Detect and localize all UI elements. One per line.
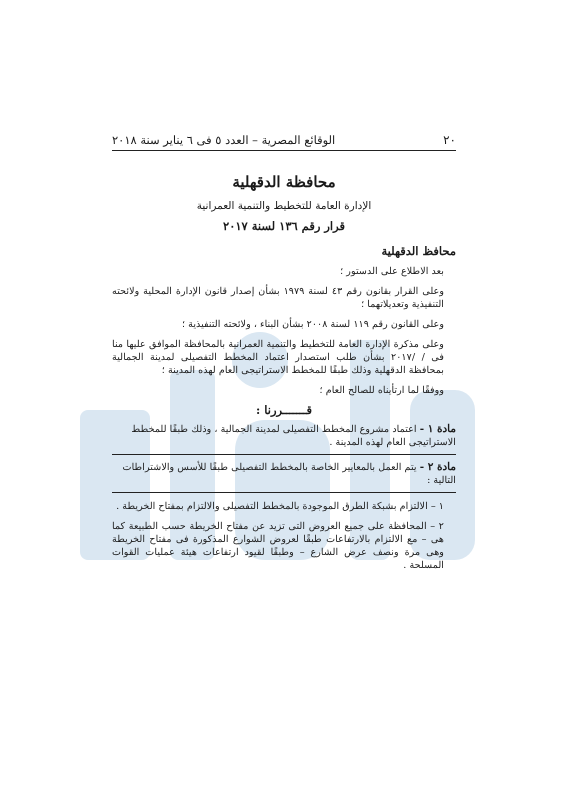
- gazette-issue: الوقائع المصرية – العدد ٥ فى ٦ يناير سنة ٢٠١٨: [112, 133, 336, 147]
- article-1: [112, 423, 456, 449]
- preamble-paragraph: وعلى القرار بقانون رقم ٤٣ لسنة ١٩٧٩ بشأن إصدار قانون الإدارة المحلية ولائحته التنفيذية وتعديلاتهما ؛: [112, 286, 445, 310]
- article-label: مادة ٢ -: [419, 461, 456, 473]
- preamble-paragraph: وعلى مذكرة الإدارة العامة للتخطيط والتنمية العمرانية بالمحافظة الموافق عليها منا فى / /٢٠١٧ بشأن طلب استصدار اعتماد المخطط التفصيلى لمدينة الجمالية بمحافظة الدقهلية وذلك طبقًا للمخطط الاستراتيجى العام لهذه المدينة ؛: [112, 339, 444, 376]
- condition-item: ٢ – المحافظة على جميع العروض التى تزيد عن مفتاح الخريطة حسب الطبيعة كما هى – مع الالتزام بالارتفاعات طبقًا لعروض الشوارع المذكورة فى مفتاح الخريطة وهى مرة ونصف عرض الشارع – وطبقًا لقيود ارتفاعات هيئة عمليات القوات المسلحة .: [112, 521, 444, 571]
- article-text: اعتماد مشروع المخطط التفصيلى لمدينة الجمالية ، وذلك طبقًا للمخطط الاستراتيجى العام لهذه المدينة .: [131, 424, 456, 448]
- condition-item: ١ – الالتزام بشبكة الطرق الموجودة بالمخطط التفصيلى والالتزام بمفتاح الخريطة .: [116, 501, 444, 512]
- article-label: مادة ١ -: [419, 423, 456, 435]
- page-number: ٢٠: [443, 133, 456, 147]
- resolved-heading: قـــــــررنا :: [256, 403, 312, 417]
- article-text: يتم العمل بالمعايير الخاصة بالمخطط التفصيلى طبقًا للأسس والاشتراطات التالية :: [122, 462, 456, 486]
- decree-number: قرار رقم ١٣٦ لسنة ٢٠١٧: [223, 219, 345, 233]
- divider: [112, 454, 456, 455]
- divider: [112, 492, 456, 493]
- page-title: محافظة الدقهلية: [232, 173, 336, 191]
- department-subtitle: الإدارة العامة للتخطيط والتنمية العمرانية: [196, 200, 372, 212]
- document-body: [112, 133, 456, 572]
- preamble-paragraph: بعد الاطلاع على الدستور ؛: [340, 266, 444, 277]
- page-header: [112, 133, 456, 151]
- preamble-paragraph: وعلى القانون رقم ١١٩ لسنة ٢٠٠٨ بشأن البناء ، ولائحته التنفيذية ؛: [181, 319, 444, 330]
- preamble-paragraph: ووفقًا لما ارتأيناه للصالح العام ؛: [319, 385, 444, 396]
- governor-heading: محافظ الدقهلية: [381, 244, 456, 258]
- article-2: [112, 461, 456, 487]
